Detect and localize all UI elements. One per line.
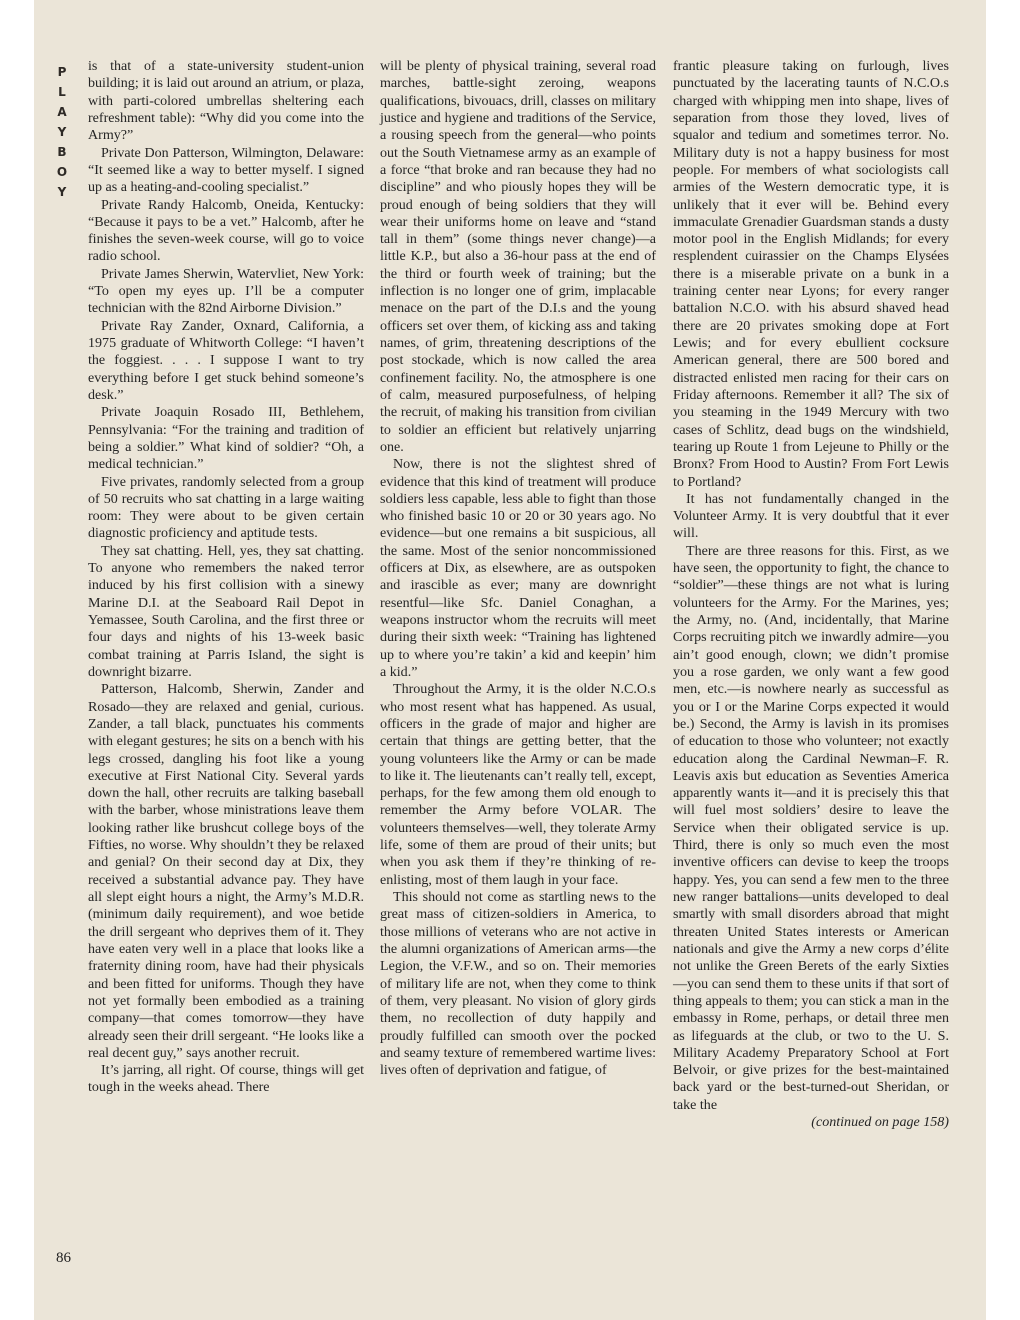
paragraph: will be plenty of physical training, several road marches, battle-sight zeroing, weapons qualifications, bivouacs, drill, classes on military justice and hygiene and traditions of the Service, a rousing speech from the general—who points out the South Vietnamese army as an example of a force “that broke and ran because they had no discipline” and who piously hopes they will be proud enough of being soldiers that they will wear their uniforms home on leave and “stand tall in them” (some things never change)—a little K.P., but also a 36-hour pass at the end of the third or fourth week of training; but the inflection is no longer one of grim, implacable menace on the part of the D.I.s and the young officers set over them, of kicking ass and taking names, of grim, threatening descriptions of the post stockade, which is now called the area confinement facility. No, the atmosphere is one of calm, measured purposefulness, of helping the recruit, of making his transition from civilian to soldier an efficient but relatively unjarring one. bbox=[380, 58, 656, 455]
rail-letter: Y bbox=[57, 125, 67, 139]
paragraph: Now, there is not the slightest shred of evidence that this kind of treatment will produce soldiers less capable, less able to fight than those who finished basic 10 or 20 or 30 years ago. No evidence—but one remains a bit suspicious, all the same. Most of the senior noncommissioned officers at Dix, as elsewhere, are as outspoken and irascible as ever; many are downright resentful—like Sfc. Daniel Conaghan, a weapons instructor whom the recruits will meet during their sixth week: “Training has lightened up to where you’re takin’ a kid and keepin’ him a kid.” bbox=[380, 456, 656, 680]
page-number: 86 bbox=[56, 1250, 71, 1266]
paragraph: Private Randy Halcomb, Oneida, Kentucky: “Because it pays to be a vet.” Halcomb, after he finishes the seven-week course, will go to voice radio school. bbox=[88, 196, 364, 265]
rail-letter: O bbox=[56, 165, 68, 179]
article-column-3 bbox=[673, 58, 949, 1131]
rail-letter: P bbox=[57, 65, 67, 79]
paragraph: Private James Sherwin, Watervliet, New York: “To open my eyes up. I’ll be a computer technician with the 82nd Airborne Division.” bbox=[88, 265, 364, 317]
paragraph: This should not come as startling news to the great mass of citizen-soldiers in America, to those millions of veterans who are not active in the alumni organizations of American arms—the Legion, the V.F.W., and so on. Their memories of military life are not, when they come to think of them, very pleasant. No vision of glory girds them, no recollection of duty happily and proudly fulfilled can smooth over the pocked and seamy texture of remembered wartime lives: lives often of deprivation and fatigue, of bbox=[380, 889, 656, 1079]
paragraph: is that of a state-university student-union building; it is laid out around an atrium, or plaza, with parti-colored umbrellas sheltering each refreshment table): “Why did you come into the Army?” bbox=[88, 58, 364, 144]
paragraph: Private Joaquin Rosado III, Bethlehem, Pennsylvania: “For the training and tradition of being a soldier.” What kind of soldier? “Oh, a medical technician.” bbox=[88, 404, 364, 473]
paragraph: Private Don Patterson, Wilmington, Delaware: “It seemed like a way to better myself. I signed up as a heating-and-cooling specialist.” bbox=[88, 144, 364, 196]
paragraph: Patterson, Halcomb, Sherwin, Zander and Rosado—they are relaxed and genial, curious. Zander, a tall black, punctuates his comments with elegant gestures; he sits on a bench with his legs crossed, dangling his foot like a young executive at First National City. Several yards down the hall, other recruits are talking baseball with the barber, whose ministrations leave them looking rather like brushcut college boys of the Fifties, no worse. Why shouldn’t they be relaxed and genial? On their second day at Dix, they received a substantial advance pay. They have all slept eight hours a night, the Army’s M.D.R. (minimum daily requirement), and woe betide the drill sergeant who deprives them of it. They have eaten very well in a place that looks like a fraternity dining room, have had their physicals and been fitted for uniforms. Though they have not yet formally been embodied as a training company—that comes tomorrow—they have already seen their drill sergeant. “He looks like a real decent guy,” says another recruit. bbox=[88, 681, 364, 1061]
continued-note: (continued on page 158) bbox=[811, 1114, 949, 1131]
paragraph: They sat chatting. Hell, yes, they sat chatting. To anyone who remembers the naked terror induced by his first collision with a sinewy Marine D.I. at the Seaboard Rail Depot in Yemassee, South Carolina, and the first three or four days and nights of his 13-week basic combat training at Parris Island, the sight is downright bizarre. bbox=[88, 542, 364, 680]
rail-letter: A bbox=[57, 105, 67, 119]
paragraph: There are three reasons for this. First, as we have seen, the opportunity to fight, the chance to “soldier”—these things are not what is luring volunteers for the Army. For the Marines, yes; the Army, no. (And, incidentally, that Marine Corps recruiting pitch we inwardly admire—you ain’t good enough, clown; we didn’t promise you a rose garden, we only want a few good men, etc.—is nowhere nearly as successful as you or I or the Marine Corps expected it would be.) Second, the Army is lavish in its promises of education to those who volunteer; not exactly education along the Cardinal Newman–F. R. Leavis axis but education as Seventies America apparently wants it—and it is precisely this that will fuel most soldiers’ desire to leave the Service when their obligated service is up. Third, there is only so much even the most inventive officers can devise to keep the troops happy. Yes, you can send a few men to the three new ranger battalions—units developed to deal smartly with small disorders abroad that might threaten United States interests or American nationals and give the Army a new corps d’élite not unlike the Green Berets of the early Sixties—you can send them to these units if that sort of thing appeals to them; you can stick a man in the embassy in Rome, perhaps, or detail three men as lifeguards at the club, or two to the U. S. Military Academy Preparatory School at Fort Belvoir, or give prizes for the best-maintained back yard or the best-turned-out Sheridan, or take the bbox=[673, 542, 949, 1113]
rail-letter: L bbox=[58, 85, 66, 99]
paragraph: It’s jarring, all right. Of course, things will get tough in the weeks ahead. There bbox=[88, 1062, 364, 1096]
paragraph: frantic pleasure taking on furlough, lives punctuated by the lacerating taunts of N.C.O.s charged with whipping men into shape, lives of separation from those they loved, lives of squalor and tedium and sometimes terror. No. Military duty is not a happy business for most people. For members of what sociologists call armies of the Western democratic type, it is unlikely that it ever will be. Behind every immaculate Grenadier Guardsman stands a dusty motor pool in the English Midlands; for every resplendent cuirassier on the Champs Elysées there is a miserable private on a bunk in a training center near Lyons; for every ranger battalion N.C.O. with his absurd shaved head there are 20 privates smoking dope at Fort Lewis; and for every ebullient cocksure American general, there are 500 bored and distracted enlisted men racing for their cars on Friday afternoons. Remember it all? The six of you steaming in the 1949 Mercury with two cases of Schlitz, dead bugs on the windshield, tearing up Route 1 from Lejeune to Philly or the Bronx? From Hood to Austin? From Fort Lewis to Portland? bbox=[673, 58, 949, 490]
article-column-1 bbox=[88, 58, 364, 1097]
paragraph: Throughout the Army, it is the older N.C.O.s who most resent what has happened. As usual, officers in the grade of major and higher are certain that things are getting better, that the young volunteers like the Army or can be made to like it. The lieutenants can’t really tell, except, perhaps, for the few among them old enough to remember the Army before VOLAR. The volunteers themselves—well, they tolerate Army life, some of them are proud of their units; but when you ask them if they’re thinking of re-enlisting, most of them laugh in your face. bbox=[380, 681, 656, 888]
article-column-2 bbox=[380, 58, 656, 1079]
rail-letter: Y bbox=[57, 185, 67, 199]
magazine-name-rail bbox=[52, 62, 72, 202]
paragraph: Private Ray Zander, Oxnard, California, a 1975 graduate of Whitworth College: “I haven’t the foggiest. . . . I suppose I want to try everything before I get stuck behind someone’s desk.” bbox=[88, 317, 364, 403]
paragraph: Five privates, randomly selected from a group of 50 recruits who sat chatting in a large waiting room: They were about to be given certain diagnostic proficiency and aptitude tests. bbox=[88, 473, 364, 542]
rail-letter: B bbox=[57, 145, 67, 159]
paragraph: It has not fundamentally changed in the Volunteer Army. It is very doubtful that it ever will. bbox=[673, 490, 949, 542]
magazine-page bbox=[34, 0, 986, 1320]
